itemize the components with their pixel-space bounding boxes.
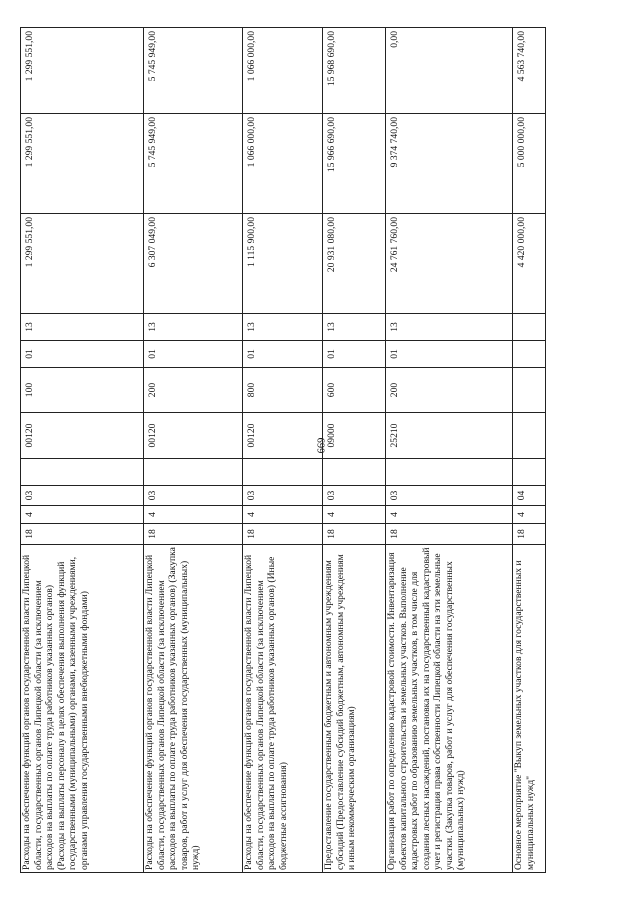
row-name: Расходы на обеспечение функций органов государственной власти Липецкой области, государственных органов Липецкой области (за исключением расходов на выплаты по оплате труда работников указанных органов) (Закупка товаров, работ и услуг для обеспечения государственных (муниципальных) нужд) — [144, 545, 243, 873]
col-code-4 — [21, 459, 144, 486]
col-code-5: 25210 — [386, 413, 513, 459]
row-name: Основное мероприятие "Выкуп земельных участков для государственных и муниципальных нужд" — [513, 545, 546, 873]
col-code-7: 01 — [323, 341, 386, 368]
col-code-8: 13 — [144, 314, 243, 341]
row-name: Организация работ по определению кадастровой стоимости. Инвентаризация объектов капитального строительства и земельных участков. Выполнение кадастровых работ по образованию земельных участков, в том числе для создания лесных насаждений, постановка их на государственный кадастровый учет и регистрация права собственности Липецкой области на эти земельные участки. (Закупка товаров, работ и услуг для обеспечения государственных (муниципальных) нужд) — [386, 545, 513, 873]
col-code-1: 18 — [243, 524, 323, 545]
col-code-6: 600 — [323, 368, 386, 413]
row-name: Расходы на обеспечение функций органов государственной власти Липецкой области, государственных органов Липецкой области (за исключением расходов на выплаты по оплате труда работников указанных органов) (Расходы на выплаты персоналу в целях обеспечения выполнения функций государственными (муниципальными) органами, казенными учреждениями, органами управления государственными внебюджетными фондами) — [21, 545, 144, 873]
col-code-7 — [513, 341, 546, 368]
page-number: 669 — [316, 437, 328, 454]
col-code-5: 00120 — [21, 413, 144, 459]
col-code-7: 01 — [243, 341, 323, 368]
col-code-1: 18 — [386, 524, 513, 545]
col-code-1: 18 — [323, 524, 386, 545]
col-code-3: 03 — [386, 486, 513, 506]
amount-1: 1 299 551,00 — [21, 214, 144, 314]
table-row — [323, 28, 386, 873]
col-code-8 — [513, 314, 546, 341]
table-body — [21, 28, 546, 873]
col-code-8: 13 — [386, 314, 513, 341]
table-row — [386, 28, 513, 873]
amount-2: 1 299 551,00 — [21, 114, 144, 214]
col-code-7: 01 — [144, 341, 243, 368]
col-code-7: 01 — [386, 341, 513, 368]
table-row — [21, 28, 144, 873]
amount-3: 1 299 551,00 — [21, 28, 144, 114]
budget-table — [20, 27, 546, 873]
col-code-6 — [513, 368, 546, 413]
col-code-4 — [144, 459, 243, 486]
col-code-3: 03 — [323, 486, 386, 506]
amount-1: 4 420 000,00 — [513, 214, 546, 314]
table-row — [144, 28, 243, 873]
amount-1: 6 307 049,00 — [144, 214, 243, 314]
col-code-2: 4 — [243, 506, 323, 524]
col-code-4 — [323, 459, 386, 486]
col-code-2: 4 — [323, 506, 386, 524]
col-code-2: 4 — [513, 506, 546, 524]
col-code-7: 01 — [21, 341, 144, 368]
row-name: Расходы на обеспечение функций органов государственной власти Липецкой области, государственных органов Липецкой области (за исключением расходов на выплаты по оплате труда работников указанных органов) (Иные бюджетные ассигнования) — [243, 545, 323, 873]
amount-2: 5 000 000,00 — [513, 114, 546, 214]
col-code-3: 03 — [21, 486, 144, 506]
col-code-2: 4 — [21, 506, 144, 524]
col-code-8: 13 — [21, 314, 144, 341]
amount-1: 20 931 080,00 — [323, 214, 386, 314]
col-code-8: 13 — [243, 314, 323, 341]
col-code-6: 200 — [144, 368, 243, 413]
amount-3: 4 563 740,00 — [513, 28, 546, 114]
amount-3: 15 968 690,00 — [323, 28, 386, 114]
amount-2: 15 966 690,00 — [323, 114, 386, 214]
amount-1: 24 761 760,00 — [386, 214, 513, 314]
col-code-3: 04 — [513, 486, 546, 506]
col-code-6: 200 — [386, 368, 513, 413]
amount-2: 5 745 949,00 — [144, 114, 243, 214]
table-row — [513, 28, 546, 873]
col-code-5 — [513, 413, 546, 459]
amount-2: 1 066 000,00 — [243, 114, 323, 214]
col-code-6: 800 — [243, 368, 323, 413]
amount-3: 5 745 949,00 — [144, 28, 243, 114]
col-code-5: 00120 — [144, 413, 243, 459]
col-code-5: 00120 — [243, 413, 323, 459]
rotated-table-wrapper — [20, 28, 545, 873]
col-code-4 — [386, 459, 513, 486]
amount-1: 1 115 900,00 — [243, 214, 323, 314]
col-code-1: 18 — [513, 524, 546, 545]
row-name: Предоставление государственным бюджетным и автономным учреждениям субсидий (Предоставление субсидий бюджетным, автономным учреждениям и иным некоммерческим организациям) — [323, 545, 386, 873]
col-code-4 — [513, 459, 546, 486]
col-code-3: 03 — [243, 486, 323, 506]
col-code-2: 4 — [386, 506, 513, 524]
col-code-1: 18 — [144, 524, 243, 545]
amount-3: 1 066 000,00 — [243, 28, 323, 114]
col-code-8: 13 — [323, 314, 386, 341]
amount-2: 9 374 740,00 — [386, 114, 513, 214]
table-row — [243, 28, 323, 873]
col-code-4 — [243, 459, 323, 486]
col-code-1: 18 — [21, 524, 144, 545]
col-code-3: 03 — [144, 486, 243, 506]
col-code-2: 4 — [144, 506, 243, 524]
col-code-6: 100 — [21, 368, 144, 413]
col-code-5: 09000 — [323, 413, 386, 459]
amount-3: 0,00 — [386, 28, 513, 114]
